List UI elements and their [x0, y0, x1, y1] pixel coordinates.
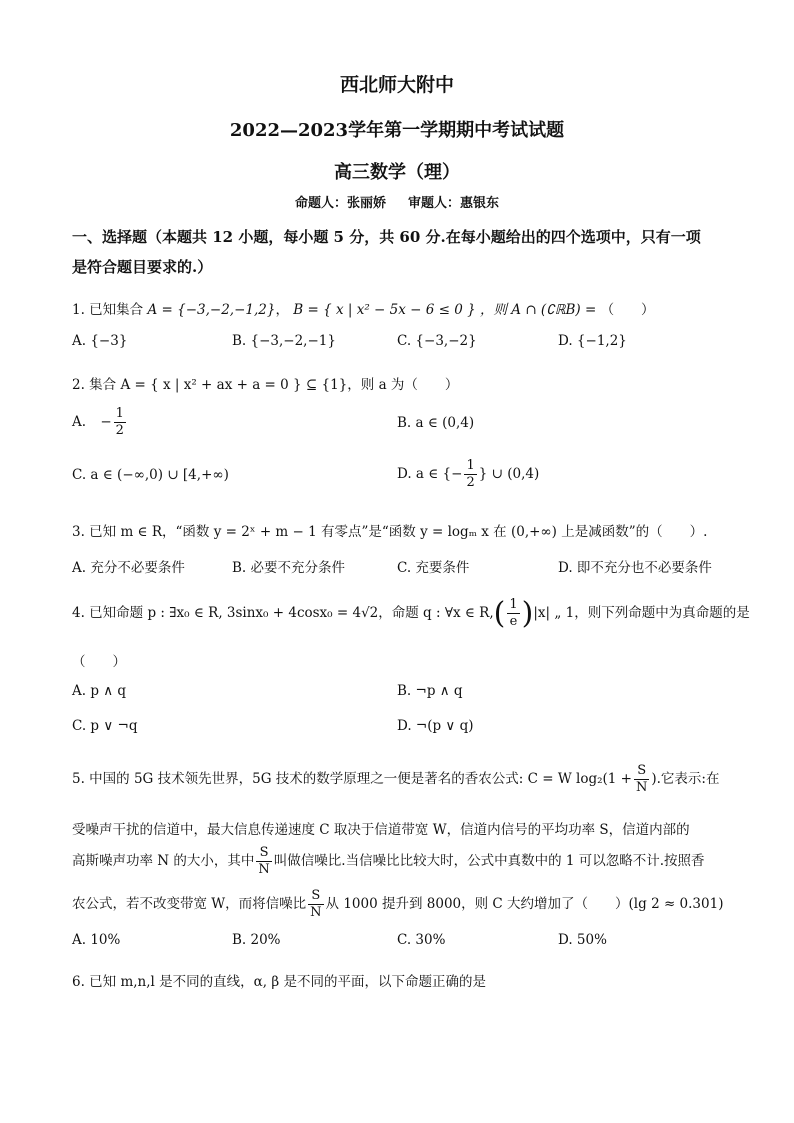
q3-option-c: C. 充要条件	[397, 560, 470, 576]
q5-line4-fraction: $\frac{S}{N}$	[310, 888, 322, 920]
q2-option-a-sign: −	[100, 414, 112, 430]
q1-suffix: ，则 A ∩ (∁ℝB) =	[479, 302, 597, 318]
q2-option-d-prefix: D. a ∈ {−	[397, 466, 463, 482]
q5-line1-suffix: ).它表示:在	[651, 771, 720, 787]
reviewer: 审题人：惠银东	[408, 196, 500, 211]
section-heading	[72, 222, 732, 282]
q5-line4-suffix: 从 1000 提升到 8000，则 C 大约增加了（ ）(lg 2 ≈ 0.301)	[325, 896, 724, 912]
q1-option-a: A. {−3}	[72, 333, 128, 349]
q5-line1-prefix: 5. 中国的 5G 技术领先世界，5G 技术的数学原理之一便是著名的香农公式: C = W log₂(1 +	[72, 771, 632, 787]
q1-blank: （ ）	[600, 302, 655, 318]
q5-option-d: D. 50%	[558, 932, 607, 948]
question-1-stem	[72, 298, 655, 318]
q2-option-b: B. a ∈ (0,4)	[397, 415, 475, 431]
q1-option-c: C. {−3,−2}	[397, 333, 477, 349]
q3-option-d: D. 即不充分也不必要条件	[558, 560, 712, 576]
question-2-stem: 2. 集合 A = { x | x² + ax + a = 0 } ⊆ {1}，则 a 为（ ）	[72, 377, 459, 393]
question-5-line2: 受噪声干扰的信道中，最大信息传递速度 C 取决于信道带宽 W，信道内信号的平均功率 S，信道内部的	[72, 822, 690, 838]
q1-prefix: 1. 已知集合	[72, 302, 144, 318]
question-5-line1	[72, 763, 719, 796]
section-heading-line1: 一、选择题（本题共 12 小题，每小题 5 分，共 60 分.在每小题给出的四个选项中，只有一项	[72, 228, 701, 246]
q2-option-a-label: A.	[72, 414, 87, 430]
q4-option-b: B. ¬p ∧ q	[397, 683, 463, 699]
q2-option-d-suffix: } ∪ (0,4)	[478, 466, 540, 482]
question-3-stem: 3. 已知 m ∈ R，“函数 y = 2ˣ + m − 1 有零点”是“函数 y = logₘ x 在 (0,+∞) 上是减函数”的（ ）.	[72, 524, 708, 540]
q5-option-c: C. 30%	[397, 932, 446, 948]
q3-option-a: A. 充分不必要条件	[72, 560, 185, 576]
q1-set-a: A = {−3,−2,−1,2}	[147, 302, 276, 318]
q1-option-d: D. {−1,2}	[558, 333, 627, 349]
q4-blank: （ ）	[72, 654, 126, 670]
question-5-line3	[72, 845, 705, 878]
q2-option-d	[397, 458, 539, 491]
q5-line1-fraction: $\frac{S}{N}$	[635, 763, 648, 795]
subject-title: 高三数学（理）	[334, 162, 460, 183]
question-4-stem: 4. 已知命题 p : ∃x₀ ∈ R, 3sinx₀ + 4cosx₀ = 4√2，命题 q : ∀x ∈ R,( $\frac{1}{e}$ )|x| „ 1，则下列命题中为真命题的是	[72, 596, 750, 631]
q5-line3-fraction: $\frac{S}{N}$	[258, 845, 270, 877]
q4-option-a: A. p ∧ q	[72, 683, 127, 699]
q2-option-d-fraction: $\frac{1}{2}$	[466, 458, 475, 490]
q5-option-b: B. 20%	[232, 932, 281, 948]
q1-sep: ，	[275, 302, 289, 318]
q5-line4-prefix: 农公式，若不改变带宽 W，而将信噪比	[72, 896, 307, 912]
q2-option-a	[72, 406, 128, 439]
school-name: 西北师大附中	[339, 74, 454, 96]
q4-option-c: C. p ∨ ¬q	[72, 718, 138, 734]
q4-fraction: $\frac{1}{e}$	[509, 597, 518, 629]
q1-set-b: B = { x | x² − 5x − 6 ≤ 0 }	[293, 302, 476, 318]
setter: 命题人：张丽娇	[294, 196, 386, 211]
q1-option-b: B. {−3,−2,−1}	[232, 333, 336, 349]
q5-line3-prefix: 高斯噪声功率 N 的大小，其中	[72, 853, 255, 869]
q3-option-b: B. 必要不充分条件	[232, 560, 346, 576]
q4-stem-part2: |x| „ 1，则下列命题中为真命题的是	[533, 605, 750, 621]
section-heading-line2: 是符合题目要求的.）	[72, 258, 213, 276]
q4-option-d: D. ¬(p ∨ q)	[397, 718, 474, 734]
exam-title: 2022—2023学年第一学期期中考试试题	[229, 120, 565, 141]
q2-option-a-fraction: $\frac{1}{2}$	[115, 406, 124, 438]
authors-line	[0, 192, 794, 211]
question-5-line4	[72, 888, 723, 921]
q5-line3-suffix: 叫做信噪比.当信噪比比较大时，公式中真数中的 1 可以忽略不计.按照香	[273, 853, 705, 869]
question-6-stem: 6. 已知 m,n,l 是不同的直线，α, β 是不同的平面，以下命题正确的是	[72, 974, 486, 990]
q5-option-a: A. 10%	[72, 932, 121, 948]
q4-stem-part1: 4. 已知命题 p : ∃x₀ ∈ R, 3sinx₀ + 4cosx₀ = 4√2，命题 q : ∀x ∈ R,	[72, 605, 494, 621]
q2-option-c: C. a ∈ (−∞,0) ∪ [4,+∞)	[72, 467, 229, 483]
